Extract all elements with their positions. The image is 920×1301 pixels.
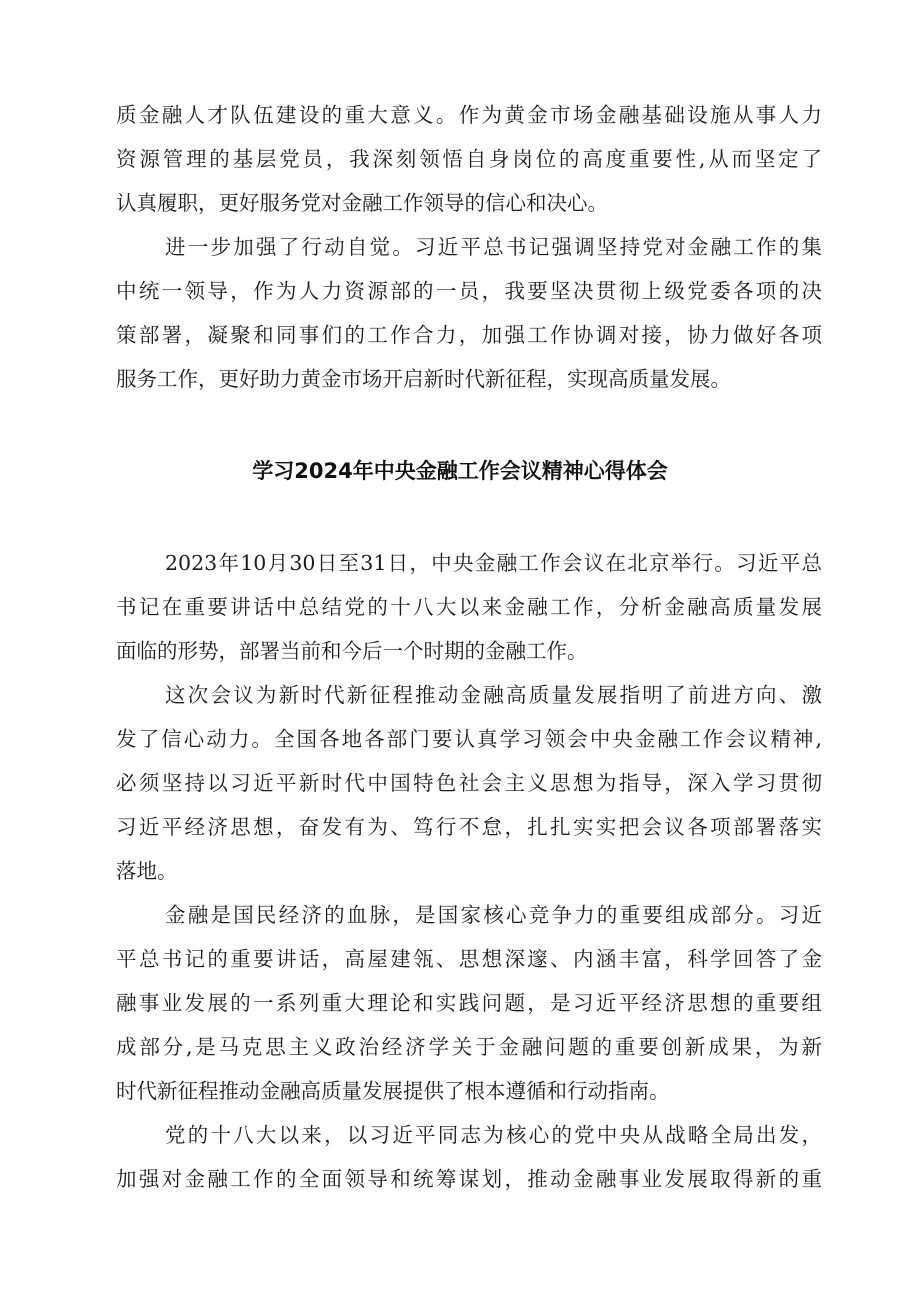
paragraph-1-line-1: 质金融人才队伍建设的重大意义。作为黄金市场金融基础设施从事人力 [116, 103, 822, 127]
paragraph-2-line-4: 服务工作，更好助力黄金市场开启新时代新征程，实现高质量发展。 [116, 367, 731, 391]
paragraph-5-line-1: 金融是国民经济的血脉，是国家核心竞争力的重要组成部分。习近 [165, 903, 822, 927]
paragraph-6-line-2: 加强对金融工作的全面领导和统筹谋划，推动金融事业发展取得新的重 [116, 1167, 822, 1191]
paragraph-5-line-3: 融事业发展的一系列重大理论和实践问题，是习近平经济思想的重要组 [116, 991, 822, 1015]
paragraph-5-line-2: 平总书记的重要讲话，高屋建瓴、思想深邃、内涵丰富，科学回答了金 [116, 947, 822, 971]
paragraph-2-line-2: 中统一领导，作为人力资源部的一员，我要坚决贯彻上级党委各项的决 [116, 279, 822, 303]
paragraph-3-line-1: 2023年10月30日至31日，中央金融工作会议在北京举行。习近平总 [165, 551, 822, 575]
paragraph-1-line-2: 资源管理的基层党员，我深刻领悟自身岗位的高度重要性,从而坚定了 [116, 147, 822, 171]
paragraph-4-line-5: 落地。 [116, 859, 178, 883]
paragraph-4-line-2: 发了信心动力。全国各地各部门要认真学习领会中央金融工作会议精神, [116, 727, 822, 751]
paragraph-5-line-5: 时代新征程推动金融高质量发展提供了根本遵循和行动指南。 [116, 1079, 670, 1103]
paragraph-3-line-3: 面临的形势，部署当前和今后一个时期的金融工作。 [116, 639, 588, 663]
paragraph-1-line-3: 认真履职，更好服务党对金融工作领导的信心和决心。 [116, 191, 608, 215]
paragraph-4-line-1: 这次会议为新时代新征程推动金融高质量发展指明了前进方向、激 [165, 683, 822, 707]
paragraph-6-line-1: 党的十八大以来，以习近平同志为核心的党中央从战略全局出发， [165, 1123, 822, 1147]
paragraph-2-line-3: 策部署，凝聚和同事们的工作合力，加强工作协调对接，协力做好各项 [116, 323, 822, 347]
paragraph-3-line-2: 书记在重要讲话中总结党的十八大以来金融工作，分析金融高质量发展 [116, 595, 822, 619]
paragraph-4-line-4: 习近平经济思想，奋发有为、笃行不怠，扎扎实实把会议各项部署落实 [116, 815, 822, 839]
paragraph-4-line-3: 必须坚持以习近平新时代中国特色社会主义思想为指导，深入学习贯彻 [116, 771, 822, 795]
document-title: 学习2024年中央金融工作会议精神心得体会 [252, 459, 668, 483]
paragraph-5-line-4: 成部分,是马克思主义政治经济学关于金融问题的重要创新成果，为新 [116, 1035, 822, 1059]
paragraph-2-line-1: 进一步加强了行动自觉。习近平总书记强调坚持党对金融工作的集 [165, 235, 822, 259]
